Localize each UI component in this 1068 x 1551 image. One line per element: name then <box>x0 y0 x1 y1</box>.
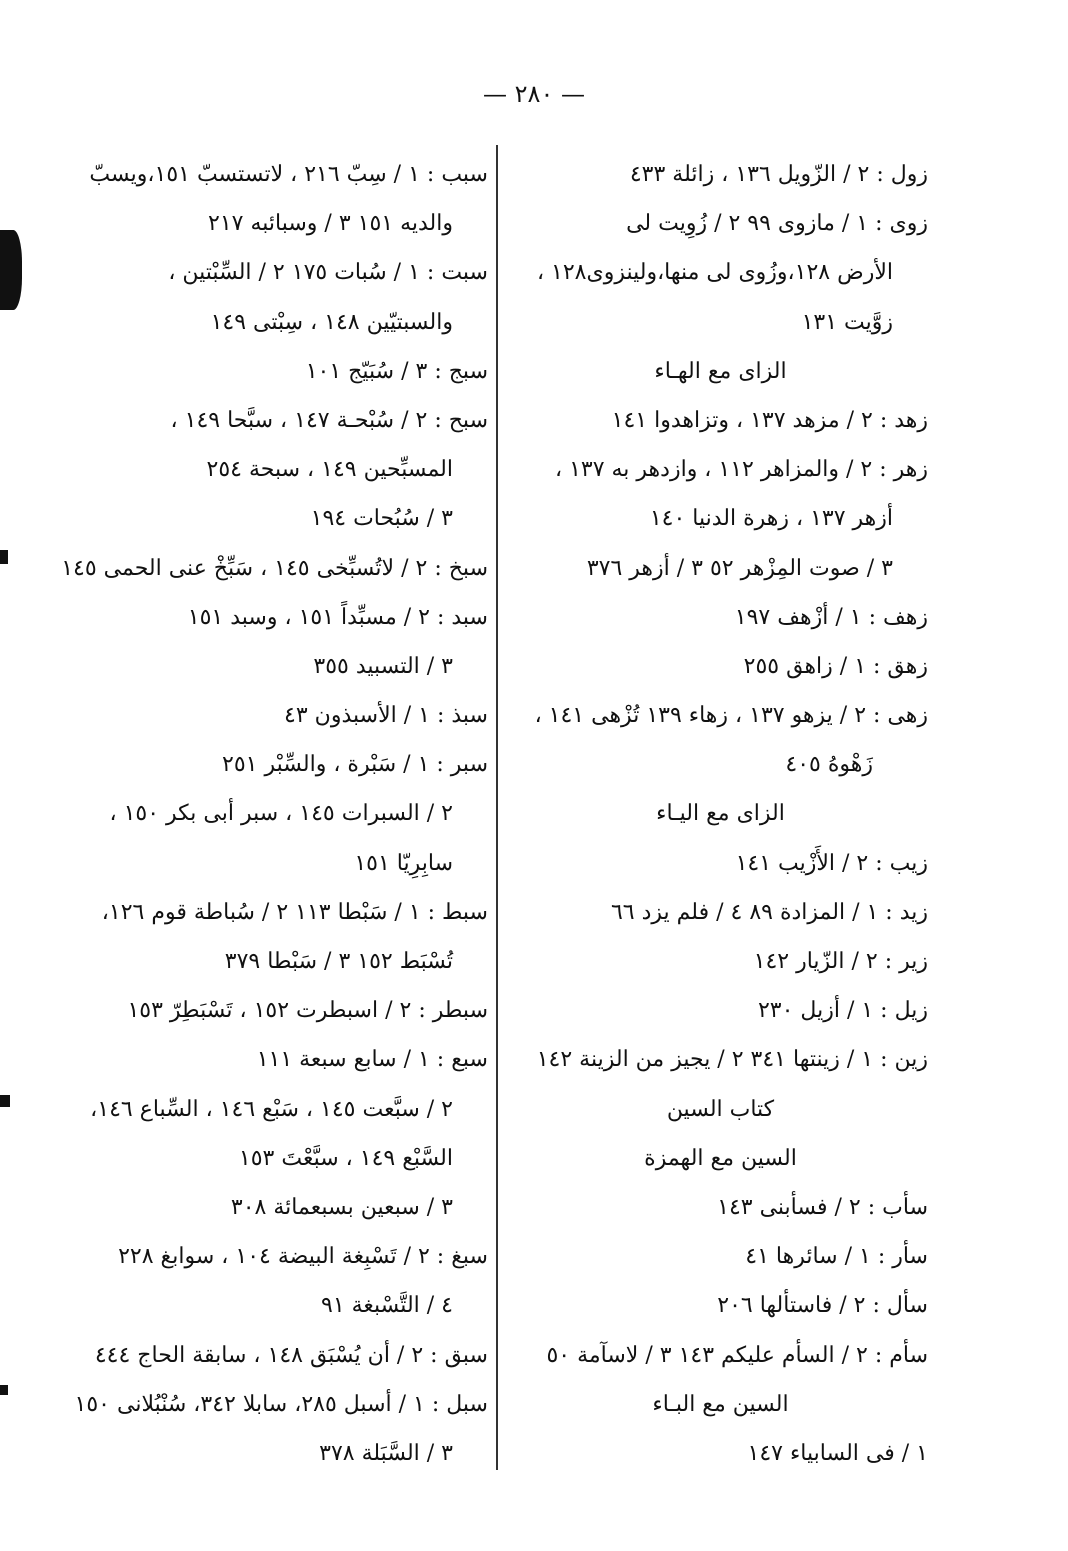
index-entry-right: زيل : ١ / أزيل ٢٣٠ <box>757 998 928 1024</box>
index-entry-right: الزاى مع اليـاء <box>656 801 785 827</box>
index-entry-left: ٣ / سبعين بسبعمائة ٣٠٨ <box>230 1194 453 1220</box>
index-entry-right: الزاى مع الهـاء <box>654 358 787 384</box>
index-entry-left: سبذ : ١ / الأسبذون ٤٣ <box>284 703 488 729</box>
index-entry-right: سأل : ٢ / فاستألها ٢٠٦ <box>717 1293 928 1319</box>
column-divider <box>496 145 498 1470</box>
index-entry-left: سبط : ١ / سَبْطا ١١٣ ٢ / سُباطة قوم ١٢٦، <box>101 899 488 925</box>
index-entry-left: تُسْبَط ١٥٢ ٣ / سَبْطا ٣٧٩ <box>224 949 453 974</box>
index-entry-right: سأر : ١ / سائرها ٤١ <box>745 1244 928 1270</box>
index-entry-left: سبب : ١ / سِبّ ٢١٦ ، لاتستسبّ ١٥١،ويسبّ <box>89 162 488 187</box>
index-entry-right: زوَّيت ١٣١ <box>801 309 893 335</box>
index-entry-right: زهد : ٢ / مزهد ١٣٧ ، وتزاهدوا ١٤١ <box>611 407 928 433</box>
scan-mark <box>0 1385 8 1395</box>
index-entry-left: السَّبْع ١٤٩ ، سبَّعْتَ ١٥٣ <box>238 1145 453 1171</box>
index-entry-left: ٢ / السبرات ١٤٥ ، سبر أبى بكر ١٥٠ ، <box>109 801 453 827</box>
index-entry-left: سبد : ٢ / مسبِّداً ١٥١ ، وسبد ١٥١ <box>187 604 488 630</box>
index-entry-left: سبج : ٣ / سُبَيّج ١٠١ <box>305 358 488 384</box>
index-entry-right: أزهر ١٣٧ ، زهرة الدنيا ١٤٠ <box>649 506 893 532</box>
index-entry-right: زير : ٢ / الزّيار ١٤٢ <box>753 949 928 974</box>
index-entry-left: سبر : ١ / سَبْرة ، والسِّبْر ٢٥١ <box>222 752 488 778</box>
index-entry-left: ٤ / التَّسْبغة ٩١ <box>321 1293 453 1319</box>
index-entry-right: السين مع البـاء <box>652 1391 789 1417</box>
index-entry-right: زوى : ١ / مازوى ٩٩ ٢ / زُوِيت لى <box>626 211 928 237</box>
index-entry-right: زيب : ٢ / الأَزْيب ١٤١ <box>735 850 928 876</box>
index-entry-right: زهف : ١ / أزْهف ١٩٧ <box>734 604 928 630</box>
right-column <box>513 150 928 1478</box>
index-entry-left: والسبتيّين ١٤٨ ، سِبْتى ١٤٩ <box>210 309 453 335</box>
index-entry-left: سبل : ١ / أسبل ٢٨٥، سابلا ٣٤٢، سُنْبُلانى ١٥٠ <box>74 1391 488 1417</box>
index-entry-left: سبغ : ٢ / تَسْبِغة البيضة ١٠٤ ، سوابغ ٢٢٨ <box>118 1244 488 1270</box>
index-entry-left: سابِرِيّا ١٥١ <box>354 850 453 876</box>
index-entry-right: زهر : ٢ / والمزاهر ١١٢ ، وازدهر به ١٣٧ ، <box>554 457 928 483</box>
index-entry-right: السين مع الهمزة <box>644 1145 797 1171</box>
index-entry-right: زيد : ١ / المزادة ٨٩ ٤ / فلم يزد ٦٦ <box>610 899 928 925</box>
index-entry-right: سأم : ٢ / السأم عليكم ١٤٣ ٣ / لاسآمة ٥٠ <box>546 1342 928 1368</box>
scan-mark <box>0 1095 10 1107</box>
left-column <box>61 150 488 1478</box>
index-entry-right: زول : ٢ / الزّويل ١٣٦ ، زائلة ٤٣٣ <box>629 162 928 187</box>
index-entry-left: والديه ١٥١ ٣ / وسبائبه ٢١٧ <box>208 211 453 237</box>
index-entry-right: ١ / فى السابياء ١٤٧ <box>747 1440 928 1466</box>
index-entry-left: ٣ / السَّبَلة ٣٧٨ <box>319 1440 453 1466</box>
index-entry-left: سبح : ٢ / سُبْحـة ١٤٧ ، سبَّحا ١٤٩ ، <box>170 407 488 433</box>
index-entry-left: سبق : ٢ / أن يُسْبَق ١٤٨ ، سابقة الحاج ٤٤٤ <box>94 1342 488 1368</box>
index-entry-left: سبطر : ٢ / اسبطرت ١٥٢ ، تَسْبَطِرّ ١٥٣ <box>127 998 488 1024</box>
index-entry-right: زَهْوهُ ٤٠٥ <box>785 752 873 778</box>
index-entry-left: ٣ / سُبُحات ١٩٤ <box>310 506 453 532</box>
index-entry-right: الأرض ١٢٨،وزُوى لى منها،ولينزوى١٢٨ ، <box>536 260 893 286</box>
scan-ink-blot <box>0 230 22 310</box>
index-entry-right: زهق : ١ / زاهق ٢٥٥ <box>743 653 928 679</box>
index-entry-right: كتاب السين <box>666 1096 775 1122</box>
index-entry-right: زين : ١ / زينتها ٣٤١ ٢ / يجيز من الزينة ١٤٢ <box>536 1047 928 1073</box>
page-number: — ٢٨٠ — <box>483 80 585 108</box>
index-entry-left: سبع : ١ / سابع سبعة ١١١ <box>256 1047 488 1073</box>
scan-mark <box>0 550 8 564</box>
index-entry-left: سبخ : ٢ / لاتُسبِّخى ١٤٥ ، سَبِّخْ عنى الحمى ١٤٥ <box>61 555 488 581</box>
index-entry-left: المسبِّحين ١٤٩ ، سبحة ٢٥٤ <box>206 457 453 483</box>
index-entry-left: سبت : ١ / سُبات ١٧٥ ٢ / السِّبْتين ، <box>168 260 488 286</box>
index-entry-left: ٣ / التسبيد ٣٥٥ <box>313 653 453 679</box>
index-entry-left: ٢ / سبَّعت ١٤٥ ، سَبْع ١٤٦ ، السِّباع ١٤٦، <box>90 1096 453 1122</box>
index-entry-right: ٣ / صوت المِزْهر ٥٢ ٣ / أزهر ٣٧٦ <box>586 555 893 581</box>
index-entry-right: زهى : ٢ / يزهو ١٣٧ ، زهاء ١٣٩ تُزْهى ١٤١ ، <box>534 703 928 729</box>
index-entry-right: سأب : ٢ / فسأبنى ١٤٣ <box>717 1194 928 1220</box>
